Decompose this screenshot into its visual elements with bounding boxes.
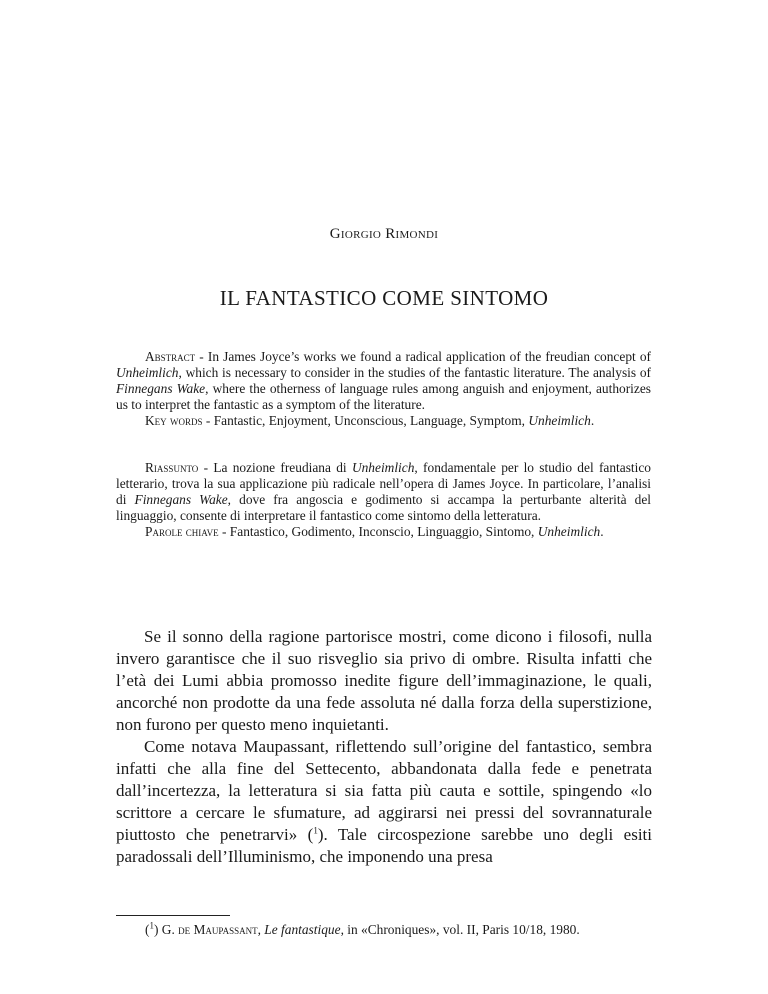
abstract-english xyxy=(116,349,651,429)
footnote-work-title: Le fantastique xyxy=(264,922,341,937)
abstract-english-text: Abstract - In James Joyce’s works we found a radical application of the freudian concept of Unheimlich, which is necessary to consider in the studies of the fantastic literature. The analysis of Finnegans Wake, where the otherness of language rules among anguish and enjoyment, authorizes us to interpret the fantastic as a symptom of the literature. xyxy=(116,349,652,412)
footnote: ($^1$) G. de Maupassant, Le fantastique, in «Chroniques», vol. II, Paris 10/18, 1980. xyxy=(145,920,580,937)
body-paragraph-1: Se il sonno della ragione partorisce mostri, come dicono i filosofi, nulla invero garantisce che il suo risveglio sia privo di ombre. Risulta infatti che l’età dei Lumi abbia promosso inedite figure dell’immaginazione, le quali, ancorché non prodotte da una fede assoluta né dalla forza della superstizione, non furono per questo meno inquietanti. xyxy=(116,627,652,734)
keywords-italian: Parole chiave - Fantastico, Godimento, Inconscio, Linguaggio, Sintomo, Unheimlich. xyxy=(145,524,604,539)
parole-chiave-label: Parole chiave xyxy=(145,524,219,539)
keywords-label: Key words xyxy=(145,413,203,428)
body-text xyxy=(116,626,652,868)
footnote-reference[interactable]: 1 xyxy=(313,825,318,836)
author-name: Giorgio Rimondi xyxy=(329,226,439,242)
abstract-italian xyxy=(116,460,651,540)
riassunto-label: Riassunto xyxy=(145,460,199,475)
article-title: IL FANTASTICO COME SINTOMO xyxy=(219,286,549,310)
keywords-english: Key words - Fantastic, Enjoyment, Unconscious, Language, Symptom, Unheimlich. xyxy=(145,413,595,428)
abstract-italian-text: Riassunto - La nozione freudiana di Unheimlich, fondamentale per lo studio del fantastico letterario, trova la sua applicazione più radicale nell’opera di James Joyce. In particolare, l’analisi di Finnegans Wake, dove fra angoscia e godimento si accampa la perturbante alterità del linguaggio, consente di interpretare il fantastico come sintomo della letteratura. xyxy=(116,460,652,523)
footnote-number: 1 xyxy=(149,920,154,931)
abstract-label: Abstract xyxy=(145,349,196,364)
footnote-divider xyxy=(116,915,230,916)
footnote-author: de Maupassant xyxy=(178,922,258,937)
body-paragraph-2: Come notava Maupassant, riflettendo sull’origine del fantastico, sembra infatti che alla fine del Settecento, abbandonata dalla fede e penetrata dall’incertezza, la letteratura si sia fatta più cauta e sottile, spingendo «lo scrittore a cercare le sfumature, ad aggirarsi nei pressi del sovrannaturale piuttosto che penetrarvi» ($^1$). Tale circospezione sarebbe uno degli esiti paradossali dell’Illuminismo, che imponendo una presa xyxy=(116,737,652,866)
